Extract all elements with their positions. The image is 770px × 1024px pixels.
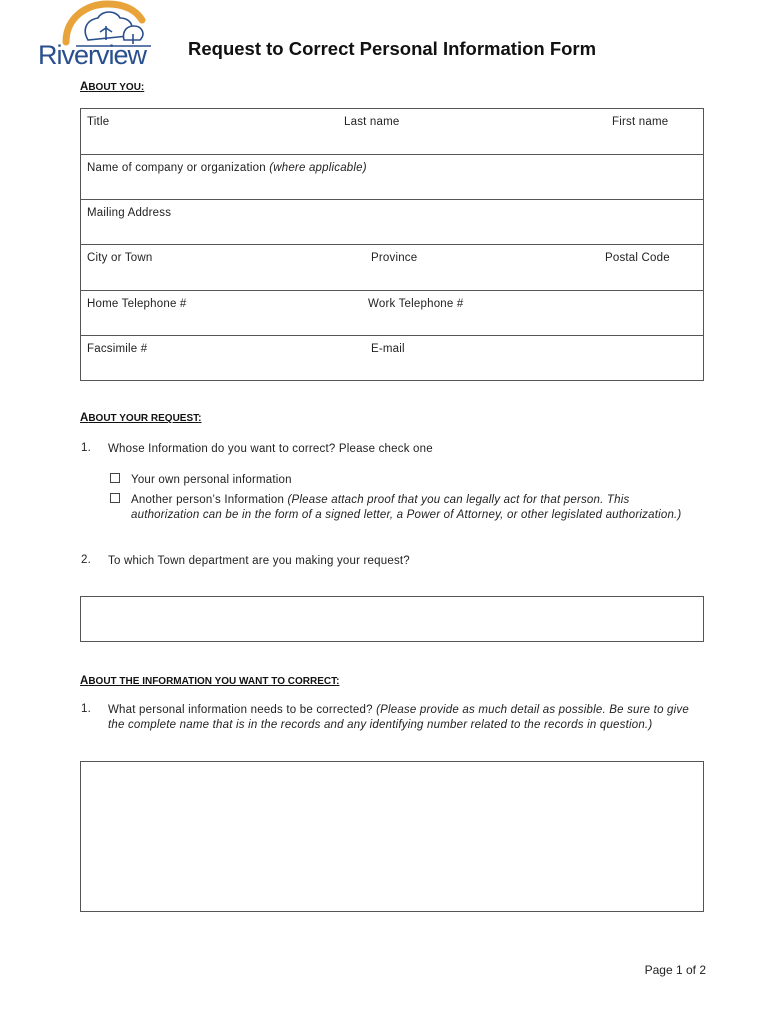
first-name-label: First name bbox=[612, 116, 669, 128]
company-row[interactable] bbox=[81, 154, 703, 200]
email-label: E-mail bbox=[371, 343, 405, 355]
heading-initial: A bbox=[80, 412, 89, 424]
department-answer-box[interactable] bbox=[80, 596, 704, 642]
name-row[interactable] bbox=[81, 109, 703, 154]
question-text: Whose Information do you want to correct? Please check one bbox=[108, 443, 433, 455]
correction-details-box[interactable] bbox=[80, 761, 704, 912]
telephone-row[interactable] bbox=[81, 290, 703, 336]
city-label: City or Town bbox=[87, 252, 153, 264]
fax-email-row[interactable] bbox=[81, 335, 703, 381]
section-heading-about-you bbox=[80, 81, 144, 93]
heading-text: BOUT YOUR REQUEST bbox=[88, 413, 199, 424]
heading-colon: : bbox=[336, 676, 340, 687]
other-person-checkbox[interactable] bbox=[110, 493, 120, 503]
company-label-note: (where applicable) bbox=[269, 162, 367, 174]
heading-initial: A bbox=[80, 675, 89, 687]
question-number: 1. bbox=[81, 442, 91, 454]
section-heading-about-request bbox=[80, 412, 202, 424]
question-number: 2. bbox=[81, 554, 91, 566]
last-name-label: Last name bbox=[344, 116, 400, 128]
section-heading-about-information bbox=[80, 675, 339, 687]
facsimile-label: Facsimile # bbox=[87, 343, 148, 355]
home-telephone-label: Home Telephone # bbox=[87, 298, 187, 310]
company-label bbox=[87, 162, 367, 174]
own-info-option-label: Your own personal information bbox=[131, 474, 292, 486]
other-person-option-text: Another person’s Information bbox=[131, 494, 285, 506]
work-telephone-label: Work Telephone # bbox=[368, 298, 464, 310]
mailing-address-row[interactable] bbox=[81, 199, 703, 245]
question-note: (Please provide as much detail as possible. Be sure to give the complete name that is in the records and any identifying number related to the records in question.) bbox=[108, 704, 689, 731]
mailing-address-label: Mailing Address bbox=[87, 207, 172, 219]
question-number: 1. bbox=[81, 703, 91, 715]
other-person-option-note: (Please attach proof that you can legally act for that person. This authorization can be in the form of a signed letter, a Power of Attorney, or other legislated authorization.) bbox=[131, 494, 682, 521]
city-row[interactable] bbox=[81, 244, 703, 290]
question-text bbox=[108, 703, 703, 733]
about-you-form-box bbox=[80, 108, 704, 381]
postal-code-label: Postal Code bbox=[605, 252, 670, 264]
page-title: Request to Correct Personal Information Form bbox=[188, 38, 597, 59]
own-info-checkbox[interactable] bbox=[110, 473, 120, 483]
question-text: To which Town department are you making your request? bbox=[108, 555, 410, 567]
page-number: Page 1 of 2 bbox=[644, 963, 706, 977]
question-main-text: What personal information needs to be corrected? bbox=[108, 704, 373, 716]
riverview-logo bbox=[36, 0, 156, 74]
heading-colon: : bbox=[140, 82, 145, 93]
heading-colon: : bbox=[198, 413, 202, 424]
title-label: Title bbox=[87, 116, 110, 128]
other-person-option-label bbox=[131, 493, 691, 523]
province-label: Province bbox=[371, 252, 418, 264]
heading-text: BOUT YOU bbox=[88, 82, 141, 93]
logo-text: Riverview bbox=[38, 40, 147, 70]
company-label-text: Name of company or organization bbox=[87, 162, 266, 174]
heading-text: BOUT THE INFORMATION YOU WANT TO CORRECT bbox=[88, 676, 337, 687]
heading-initial: A bbox=[80, 81, 89, 93]
